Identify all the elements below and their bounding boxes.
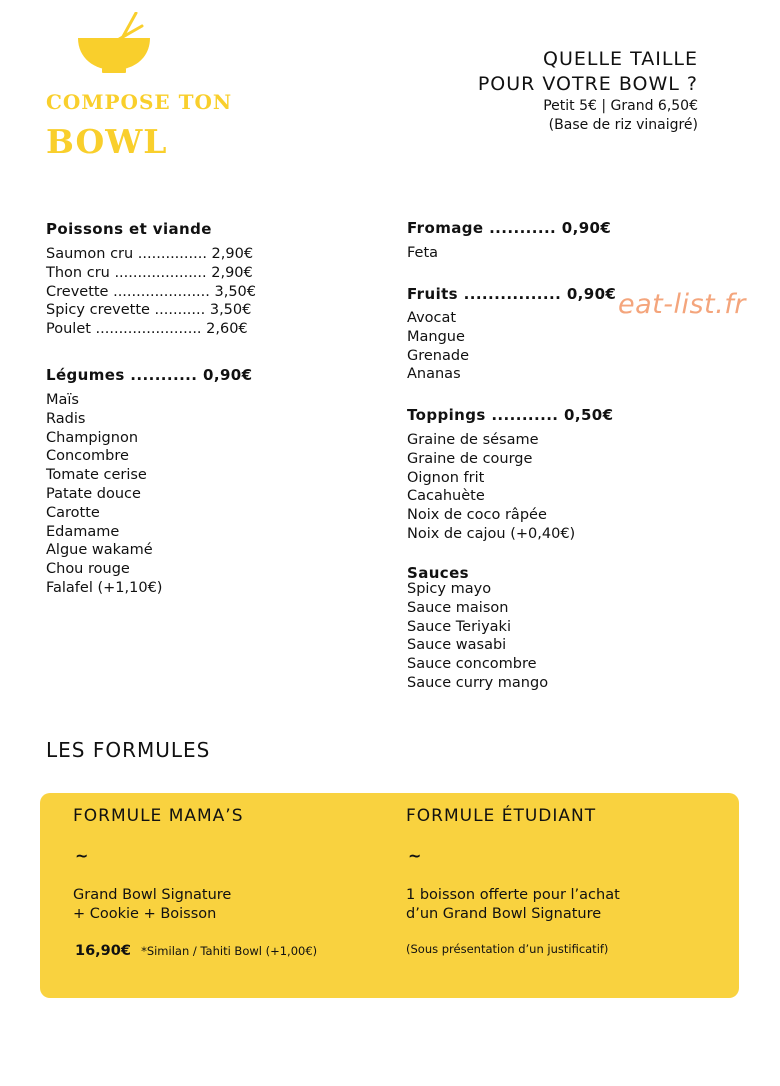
section-heading-fromage: Fromage ........... 0,90€	[407, 219, 612, 237]
list-item: Sauce wasabi	[407, 637, 507, 654]
list-item: Graine de sésame	[407, 432, 539, 448]
list-item: Concombre	[46, 448, 129, 465]
list-item: Avocat	[407, 310, 457, 326]
list-item: Chou rouge	[46, 561, 130, 578]
formule-mama-tilde: ~	[75, 846, 89, 865]
section-heading-poissons: Poissons et viande	[46, 220, 212, 238]
formule-mama-line2: + Cookie + Boisson	[73, 905, 217, 922]
list-item: Noix de coco râpée	[407, 507, 547, 524]
formule-etudiant-line2: d’un Grand Bowl Signature	[406, 905, 602, 922]
list-item: Grenade	[407, 347, 470, 364]
formule-etudiant-note: (Sous présentation d’un justificatif)	[406, 942, 609, 956]
list-item: Spicy mayo	[407, 581, 492, 597]
list-item: Patate douce	[46, 485, 141, 502]
formule-etudiant-line1: 1 boisson offerte pour l’achat	[406, 887, 620, 903]
list-item: Edamame	[46, 523, 120, 540]
list-item: Sauce concombre	[407, 656, 537, 673]
list-item: Carotte	[46, 504, 100, 521]
fruits-list	[407, 309, 469, 384]
list-item: Falafel (+1,10€)	[46, 579, 163, 596]
formule-etudiant-description	[406, 886, 620, 924]
formule-etudiant-title: FORMULE ÉTUDIANT	[406, 806, 597, 826]
watermark: eat-list.fr	[618, 289, 746, 320]
formule-mama-line1: Grand Bowl Signature	[73, 887, 232, 903]
list-item: Mangue	[407, 328, 465, 345]
toppings-list	[407, 431, 575, 544]
list-item: Champignon	[46, 429, 139, 446]
list-item: Saumon cru ............... 2,90€	[46, 246, 254, 262]
list-item: Spicy crevette ........... 3,50€	[46, 302, 252, 319]
size-prices: Petit 5€ | Grand 6,50€	[543, 98, 698, 114]
bowl-with-chopsticks-icon	[76, 12, 152, 76]
size-title-line1: QUELLE TAILLE	[543, 48, 698, 70]
formule-mama-price: 16,90€	[75, 943, 131, 959]
list-item: Sauce Teriyaki	[407, 618, 511, 635]
formule-mama-note: *Similan / Tahiti Bowl (+1,00€)	[141, 944, 318, 958]
formule-mama-description	[73, 886, 231, 924]
list-item: Thon cru .................... 2,90€	[46, 264, 253, 281]
section-heading-sauces: Sauces	[407, 564, 469, 582]
legumes-list	[46, 391, 162, 598]
list-item: Ananas	[407, 366, 461, 383]
size-info	[478, 47, 698, 135]
list-item: Algue wakamé	[46, 542, 153, 559]
list-item: Crevette ..................... 3,50€	[46, 283, 257, 300]
poissons-list	[46, 245, 256, 339]
list-item: Noix de cajou (+0,40€)	[407, 525, 576, 542]
list-item: Sauce maison	[407, 599, 509, 616]
section-heading-fruits: Fruits ................ 0,90€	[407, 285, 617, 303]
formule-mama-price-row	[75, 940, 317, 959]
size-base: (Base de riz vinaigré)	[548, 117, 698, 133]
fromage-list	[407, 244, 438, 263]
list-item: Oignon frit	[407, 469, 485, 486]
size-title-line2: POUR VOTRE BOWL ?	[477, 73, 698, 95]
brand-title-line2: BOWL	[46, 122, 168, 161]
list-item: Maïs	[46, 392, 79, 408]
sauces-list	[407, 580, 548, 693]
list-item: Radis	[46, 410, 86, 427]
section-heading-toppings: Toppings ........... 0,50€	[407, 406, 614, 424]
brand-title-line1: COMPOSE TON	[46, 90, 233, 114]
list-item: Feta	[407, 245, 439, 261]
list-item: Tomate cerise	[46, 467, 147, 484]
list-item: Poulet ....................... 2,60€	[46, 321, 248, 338]
list-item: Cacahuète	[407, 488, 485, 505]
section-heading-legumes: Légumes ........... 0,90€	[46, 366, 253, 384]
formule-etudiant-tilde: ~	[408, 846, 422, 865]
list-item: Graine de courge	[407, 450, 533, 467]
list-item: Sauce curry mango	[407, 674, 549, 691]
formules-title: LES FORMULES	[46, 738, 211, 762]
formule-mama-title: FORMULE MAMA’S	[73, 806, 244, 826]
